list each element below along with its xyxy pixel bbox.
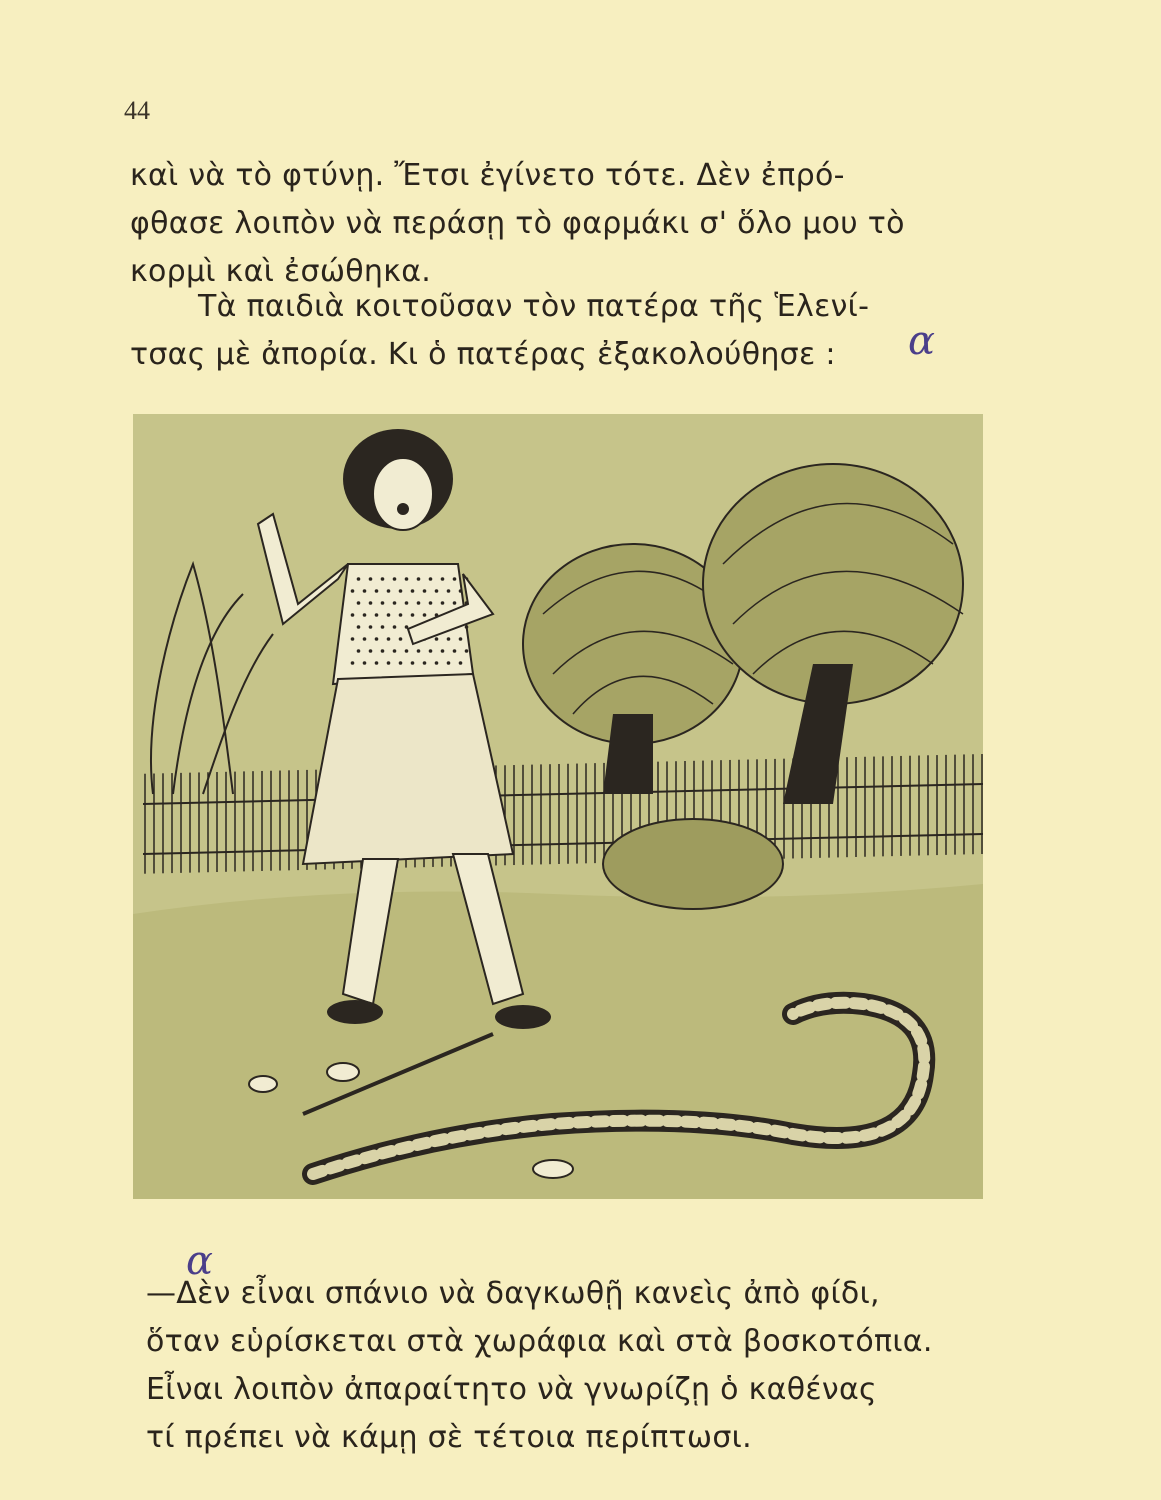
left-bush	[151, 564, 273, 794]
rock	[533, 1160, 573, 1178]
blouse-dot	[375, 613, 379, 617]
blouse-dot	[405, 577, 409, 581]
blouse-dot	[435, 589, 439, 593]
illustration-girl-and-snake	[133, 414, 983, 1199]
blouse-dot	[387, 613, 391, 617]
blouse-dot	[375, 589, 379, 593]
blouse-dot	[393, 649, 397, 653]
blouse-dot	[441, 649, 445, 653]
text-line: φθασε λοιπὸν νὰ περάσῃ τὸ φαρμάκι σ' ὅλο μου τὸ	[130, 206, 905, 241]
page-number: 44	[124, 96, 150, 125]
blouse-dot	[417, 649, 421, 653]
blouse-dot	[363, 613, 367, 617]
blouse-dot	[381, 649, 385, 653]
blouse-dot	[399, 637, 403, 641]
blouse-dot	[357, 577, 361, 581]
tree-2	[703, 464, 963, 804]
paragraph-3	[146, 1270, 1006, 1462]
blouse-dot	[369, 601, 373, 605]
blouse-dot	[363, 637, 367, 641]
blouse-dot	[411, 661, 415, 665]
blouse-dot	[399, 613, 403, 617]
blouse-dot	[351, 661, 355, 665]
blouse-dot	[399, 661, 403, 665]
blouse-dot	[369, 577, 373, 581]
blouse-dot	[375, 661, 379, 665]
text-line: ὅταν εὑρίσκεται στὰ χωράφια καὶ στὰ βοσκοτόπια.	[146, 1324, 933, 1359]
blouse-dot	[381, 625, 385, 629]
blouse-dot	[447, 637, 451, 641]
blouse-dot	[387, 637, 391, 641]
blouse-dot	[459, 661, 463, 665]
blouse-dot	[441, 577, 445, 581]
text-line: τί πρέπει νὰ κάμῃ σὲ τέτοια περίπτωσι.	[146, 1420, 752, 1455]
blouse-dot	[369, 625, 373, 629]
blouse-dot	[435, 661, 439, 665]
blouse-dot	[411, 589, 415, 593]
blouse-dot	[357, 649, 361, 653]
blouse-dot	[387, 661, 391, 665]
blouse-dot	[405, 649, 409, 653]
blouse-dot	[363, 661, 367, 665]
blouse-dot	[417, 577, 421, 581]
blouse-dot	[351, 613, 355, 617]
blouse-dot	[423, 613, 427, 617]
fence	[143, 754, 983, 874]
ground	[133, 884, 983, 1199]
blouse-dot	[411, 613, 415, 617]
blouse-dot	[465, 649, 469, 653]
blouse-dot	[351, 637, 355, 641]
blouse-dot	[417, 601, 421, 605]
text-line: Τὰ παιδιὰ κοιτοῦσαν τὸν πατέρα τῆς Ἑλενί-	[198, 289, 870, 324]
illustration-drawing	[133, 414, 983, 1199]
blouse-dot	[429, 577, 433, 581]
blouse-dot	[393, 577, 397, 581]
blouse-dot	[435, 637, 439, 641]
blouse-dot	[393, 625, 397, 629]
text-line: κορμὶ καὶ ἐσώθηκα.	[130, 254, 432, 289]
text-line: καὶ νὰ τὸ φτύνῃ. Ἔτσι ἐγίνετο τότε. Δὲν ἐπρό-	[130, 158, 845, 193]
rock	[249, 1076, 277, 1092]
blouse-dot	[429, 649, 433, 653]
rock	[327, 1063, 359, 1081]
paragraph-1	[130, 152, 980, 296]
blouse-dot	[465, 625, 469, 629]
text-line: Εἶναι λοιπὸν ἀπαραίτητο νὰ γνωρίζῃ ὁ καθένας	[146, 1372, 877, 1407]
blouse-dot	[351, 589, 355, 593]
blouse-dot	[447, 661, 451, 665]
blouse-dot	[459, 589, 463, 593]
blouse-dot	[453, 601, 457, 605]
blouse-dot	[441, 601, 445, 605]
blouse-dot	[405, 601, 409, 605]
blouse-dot	[429, 601, 433, 605]
blouse-dot	[423, 661, 427, 665]
text-line: —Δὲν εἶναι σπάνιο νὰ δαγκωθῇ κανεὶς ἀπὸ φίδι,	[146, 1276, 880, 1311]
blouse-dot	[357, 601, 361, 605]
blouse-dot	[381, 601, 385, 605]
blouse-dot	[459, 637, 463, 641]
blouse-dot	[357, 625, 361, 629]
blouse-dot	[399, 589, 403, 593]
blouse-dot	[453, 577, 457, 581]
handwritten-mark: α	[908, 318, 936, 364]
blouse-dot	[363, 589, 367, 593]
blouse-dot	[375, 637, 379, 641]
paragraph-2	[130, 283, 980, 379]
blouse-dot	[381, 577, 385, 581]
blouse-dot	[423, 589, 427, 593]
blouse-dot	[453, 649, 457, 653]
shrub	[603, 819, 783, 909]
blouse-dot	[387, 589, 391, 593]
blouse-dot	[447, 589, 451, 593]
text-line: τσας μὲ ἀπορία. Κι ὁ πατέρας ἐξακολούθησε :	[130, 337, 836, 372]
blouse-dot	[369, 649, 373, 653]
handwritten-mark: α	[186, 1238, 214, 1284]
blouse-dot	[393, 601, 397, 605]
